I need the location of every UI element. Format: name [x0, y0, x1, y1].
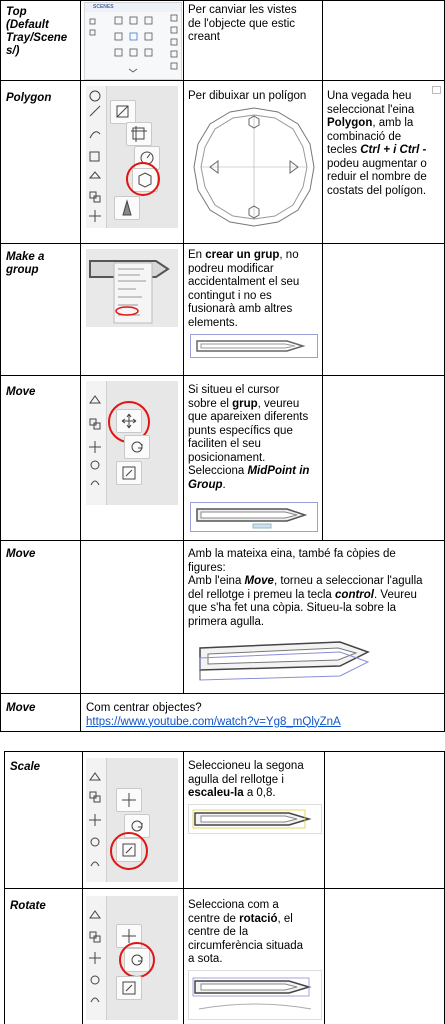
move-subtool[interactable] — [116, 788, 142, 812]
polygon-highlight — [126, 162, 160, 196]
row-rotate-description: Selecciona com a centre de rotació, el centre de la circumferència situada a sota. — [188, 899, 304, 965]
row-move-label: Move — [6, 386, 36, 398]
scale-subtool[interactable] — [116, 976, 142, 1000]
view-cube-icons — [85, 3, 181, 79]
row-scale-label: Scale — [10, 761, 41, 773]
row-top-label: Top (Default Tray/Scene s/) — [6, 6, 68, 57]
row-move-video-description — [86, 702, 341, 729]
scale-toolbar-screenshot — [86, 758, 178, 882]
scenes-title: SCENES — [93, 4, 114, 10]
row-polygon-label: Polygon — [6, 92, 52, 104]
polygon-subtool-2[interactable] — [126, 122, 152, 146]
polygon-drawing — [190, 104, 318, 230]
row-group-label: Make a group — [6, 251, 45, 276]
rotate-subtool[interactable] — [124, 435, 150, 459]
group-context-menu-screenshot — [86, 249, 178, 327]
scenes-tray-screenshot — [84, 2, 182, 80]
centering-question: Com centrar objectes? — [86, 702, 202, 714]
row-move-description: Si situeu el cursor sobre el grup, veureu que apareixen diferents punts específics que faciliten el seu posicionament. Selecciona MidPoint in Group. — [188, 384, 310, 491]
move-toolbar-screenshot — [86, 381, 178, 505]
polygon-subtool-3[interactable] — [114, 196, 140, 220]
scale-highlight — [110, 832, 148, 870]
row-polygon-note: Una vegada heu seleccionat l'eina Polygon, amb la combinació de tecles Ctrl + i Ctrl - podeu augmentar o reduir el nombre de costats del polígon. — [327, 90, 427, 197]
scale-preview-image — [188, 804, 322, 834]
midpoint-preview-image — [190, 502, 318, 532]
rotate-preview-image — [188, 970, 322, 1020]
polygon-toolbar-screenshot — [86, 86, 178, 228]
group-preview-image — [190, 334, 318, 358]
row-rotate-label: Rotate — [10, 900, 46, 912]
scale-subtool[interactable] — [116, 461, 142, 485]
row-scale-description: Seleccioneu la segona agulla del rellotge i escaleu-la a 0,8. — [188, 760, 304, 799]
row-move-video-label: Move — [6, 702, 36, 714]
copy-preview-image — [190, 630, 378, 684]
youtube-link[interactable]: https://www.youtube.com/watch?v=Yg8_mQlyZnA — [86, 715, 341, 728]
comment-dropdown-icon[interactable] — [432, 86, 441, 94]
row-move-copy-label: Move — [6, 548, 36, 560]
rotate-toolbar-screenshot — [86, 896, 178, 1020]
polygon-subtool-1[interactable] — [110, 100, 136, 124]
row-move-copy-description: Amb la mateixa eina, també fa còpies de figures: Amb l'eina Move, torneu a seleccionar l'agulla del rellotge i premeu la tecla control. Veureu que s'ha fet una còpia. Situeu-la sobre la primera agulla. — [188, 548, 423, 628]
rotate-highlight — [119, 942, 155, 978]
row-polygon-description: Per dibuixar un polígon — [188, 90, 307, 102]
row-group-description: En crear un grup, no podreu modificar accidentalment el seu contingut i no es fusionarà amb altres elements. — [188, 249, 300, 329]
row-top-description: Per canviar les vistes de l'objecte que estic creant — [188, 4, 297, 43]
